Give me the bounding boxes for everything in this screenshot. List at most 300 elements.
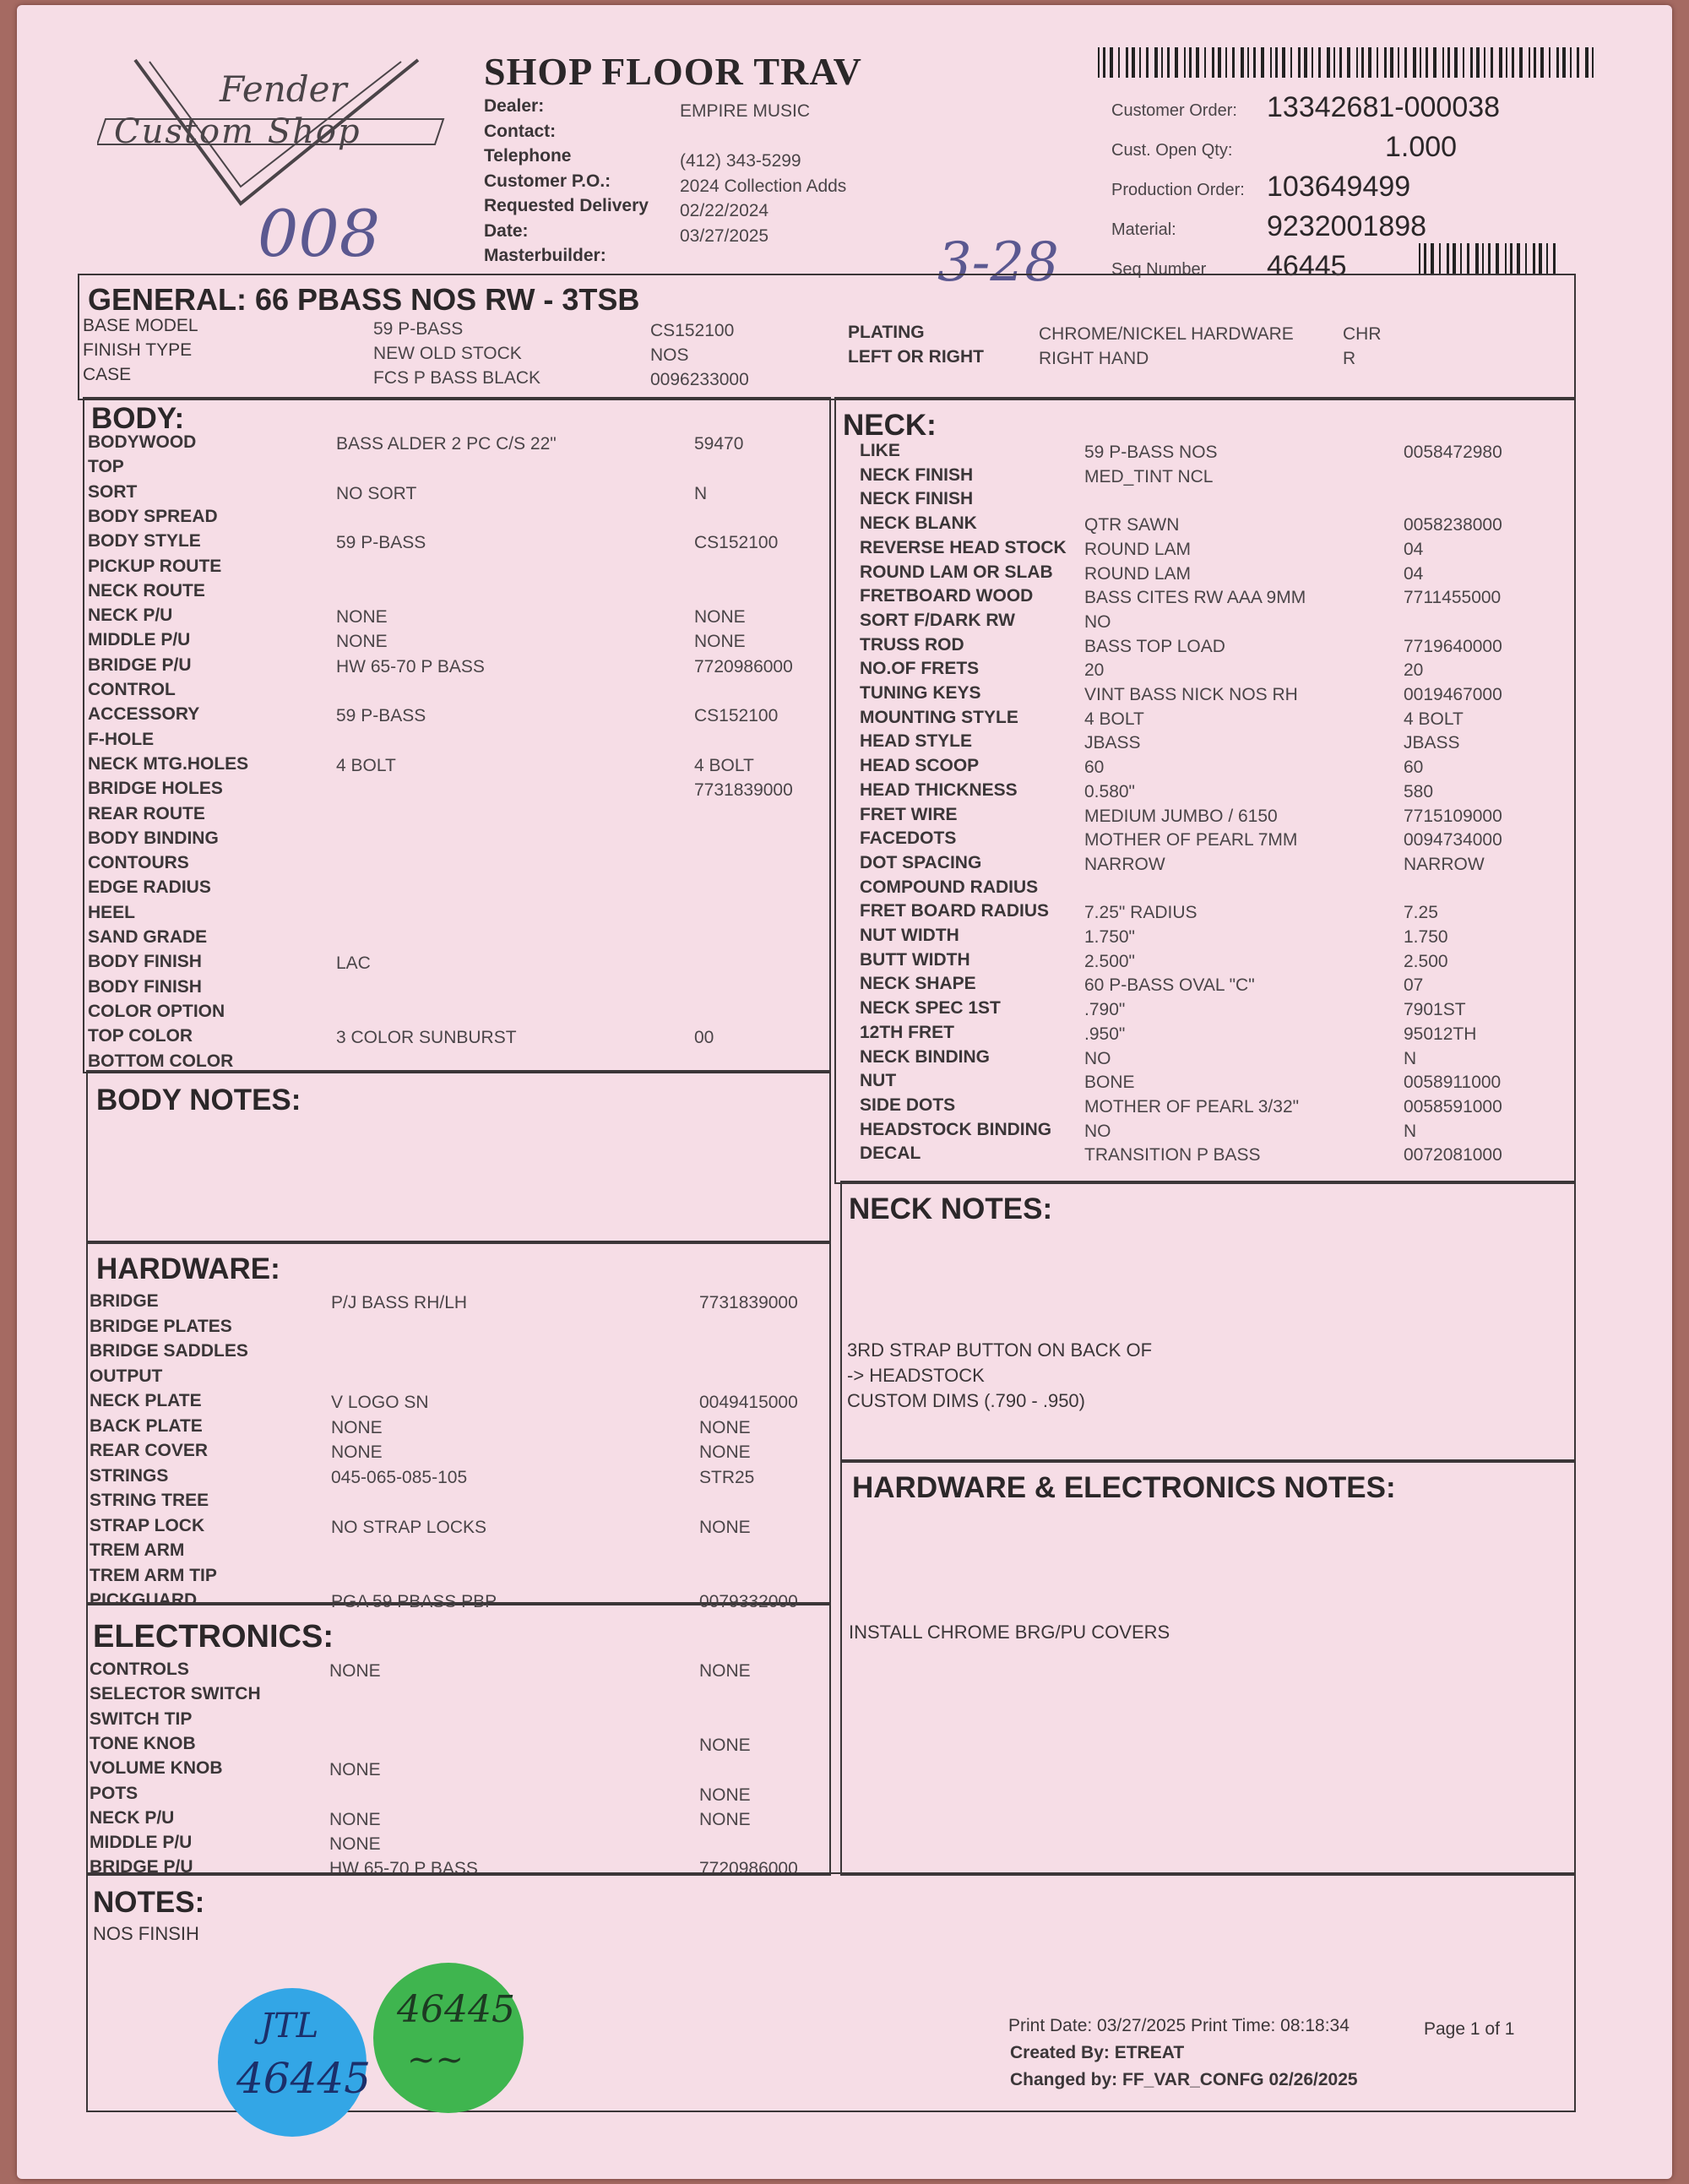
hardware-code: NONE [699, 1417, 751, 1437]
barcode-bar [1126, 47, 1128, 78]
body-value: NONE [336, 607, 388, 627]
barcode-bar [1517, 243, 1520, 275]
barcode-bar [1585, 47, 1589, 78]
body-label: NECK MTG.HOLES [88, 753, 249, 774]
sticker-mark: ~~ [407, 2040, 464, 2079]
barcode-bar [1110, 47, 1113, 78]
hardware-value: 045-065-085-105 [331, 1467, 468, 1487]
neck-label: SORT F/DARK RW [860, 610, 1015, 630]
hardware-code: 0049415000 [699, 1393, 798, 1412]
barcode-bar [1175, 47, 1178, 78]
body-label: COLOR OPTION [88, 1001, 225, 1021]
general-title: GENERAL: 66 PBASS NOS RW - 3TSB [88, 282, 640, 317]
barcode-bar [1384, 47, 1387, 78]
notes-text: NOS FINSIH [93, 1923, 199, 1944]
header-label: Contact: [484, 121, 557, 141]
header-value: (412) 343-5299 [680, 151, 801, 171]
hardware-value: V LOGO SN [331, 1393, 429, 1412]
hardware-label: NECK PLATE [90, 1391, 202, 1410]
neck-notes-section [840, 1181, 1576, 1463]
body-label: SORT [88, 481, 138, 502]
neck-note-line: -> HEADSTOCK [847, 1365, 985, 1386]
body-code: 00 [694, 1028, 714, 1048]
neck-note-line: 3RD STRAP BUTTON ON BACK OF [847, 1339, 1153, 1361]
electronics-value: NONE [329, 1834, 381, 1855]
barcode-bar [1132, 47, 1135, 78]
barcode-bar [1484, 47, 1485, 78]
hardware-title: HARDWARE: [96, 1252, 280, 1285]
barcode-bar [1562, 47, 1566, 78]
barcode-bar [1377, 47, 1378, 78]
hardware-label: BACK PLATE [90, 1415, 203, 1436]
barcode-bar [1298, 47, 1301, 78]
hardware-label: STRAP LOCK [90, 1515, 205, 1535]
body-label: CONTROL [88, 680, 176, 699]
hw-notes-title: HARDWARE & ELECTRONICS NOTES: [852, 1471, 1396, 1504]
neck-code: 2.500 [1404, 951, 1448, 971]
electronics-label: CONTROLS [90, 1660, 189, 1679]
body-value: 3 COLOR SUNBURST [336, 1028, 517, 1048]
body-code: N [694, 483, 708, 503]
neck-value: VINT BASS NICK NOS RH [1084, 685, 1298, 704]
neck-label: ROUND LAM OR SLAB [860, 562, 1053, 582]
electronics-label: BRIDGE P/U [90, 1857, 193, 1877]
neck-value: BASS CITES RW AAA 9MM [1084, 588, 1306, 608]
barcode-bar [1556, 47, 1559, 78]
barcode-bar [1447, 243, 1449, 275]
neck-label: NECK BINDING [860, 1046, 991, 1067]
neck-label: MOUNTING STYLE [860, 707, 1018, 727]
barcode-bar [1419, 243, 1420, 275]
hardware-label: PICKGUARD [90, 1590, 198, 1610]
neck-code: 04 [1404, 539, 1424, 559]
electronics-label: VOLUME KNOB [90, 1758, 223, 1779]
body-value: NO SORT [336, 483, 417, 503]
hardware-label: TREM ARM TIP [90, 1565, 217, 1585]
neck-code: 7719640000 [1404, 636, 1502, 656]
neck-label: TRUSS ROD [860, 634, 964, 655]
electronics-code: NONE [699, 1661, 751, 1681]
barcode-bar [1347, 47, 1350, 78]
barcode-bar [1356, 47, 1358, 78]
electronics-code: 7720986000 [699, 1859, 798, 1879]
electronics-value: NONE [329, 1760, 381, 1780]
header-value: 2024 Collection Adds [680, 176, 847, 196]
hardware-label: OUTPUT [90, 1366, 163, 1386]
body-section [83, 397, 831, 1073]
body-label: BOTTOM COLOR [88, 1051, 234, 1071]
hw-notes-section [840, 1459, 1576, 1876]
neck-label: FACEDOTS [860, 829, 957, 849]
neck-value: NO [1084, 1121, 1111, 1141]
neck-code: 4 BOLT [1404, 709, 1464, 729]
neck-code: 95012TH [1404, 1024, 1477, 1044]
electronics-title: ELECTRONICS: [93, 1619, 334, 1654]
neck-value: MED_TINT NCL [1084, 466, 1214, 486]
neck-value: 20 [1084, 660, 1105, 681]
barcode-bar [1247, 47, 1249, 78]
barcode-bar [1512, 47, 1514, 78]
header-label: Date: [484, 220, 529, 241]
blue-sticker [218, 1988, 372, 2137]
barcode-bar [1553, 243, 1556, 275]
barcode-bar [1398, 47, 1399, 78]
neck-label: NECK FINISH [860, 489, 974, 509]
print-info: Print Date: 03/27/2025 Print Time: 08:18:34 [1008, 2016, 1350, 2035]
barcode-bar [1333, 47, 1335, 78]
barcode-bar [1404, 47, 1407, 78]
neck-label: TUNING KEYS [860, 683, 981, 703]
neck-label: NECK SHAPE [860, 974, 976, 994]
neck-title: NECK: [843, 409, 937, 442]
hardware-label: STRINGS [90, 1465, 169, 1486]
electronics-label: POTS [90, 1783, 138, 1803]
neck-code: 7.25 [1404, 903, 1438, 923]
neck-value: 2.500" [1084, 951, 1136, 971]
handwritten-number: 008 [258, 196, 381, 271]
barcode-bar [1154, 47, 1158, 78]
barcode-bar [1447, 47, 1450, 78]
neck-label: FRET WIRE [860, 804, 958, 824]
neck-label: COMPOUND RADIUS [860, 877, 1039, 897]
neck-label: 12TH FRET [860, 1022, 955, 1042]
neck-value: 59 P-BASS NOS [1084, 443, 1218, 462]
neck-value: TRANSITION P BASS [1084, 1145, 1261, 1165]
neck-value: MEDIUM JUMBO / 6150 [1084, 806, 1278, 826]
barcode-bar [1476, 47, 1480, 78]
barcode-bar [1488, 243, 1491, 275]
body-label: CONTOURS [88, 853, 189, 873]
general-code: CS152100 [650, 321, 735, 340]
barcode-bar [1460, 243, 1462, 275]
traveler-sheet [17, 5, 1672, 2179]
electronics-value: NONE [329, 1661, 381, 1681]
neck-code: 0019467000 [1404, 685, 1502, 704]
barcode-bar [1368, 47, 1371, 78]
barcode-bar [1499, 47, 1502, 78]
electronics-label: MIDDLE P/U [90, 1833, 193, 1853]
body-label: TOP COLOR [88, 1026, 193, 1046]
barcode-bar [1533, 243, 1535, 275]
neck-value: .950" [1084, 1024, 1126, 1044]
barcode-seq [1419, 243, 1561, 275]
electronics-label: SELECTOR SWITCH [90, 1684, 261, 1704]
neck-code: 60 [1404, 758, 1424, 778]
header-label: Requested Delivery [484, 196, 649, 215]
neck-label: DOT SPACING [860, 852, 982, 872]
neck-code: 0058591000 [1404, 1096, 1502, 1116]
header-label: Telephone [484, 146, 572, 166]
body-notes-section [86, 1070, 831, 1244]
barcode-bar [1519, 47, 1523, 78]
electronics-section [86, 1602, 831, 1879]
barcode-bar [1510, 243, 1512, 275]
body-value: NONE [336, 632, 388, 652]
barcode-bar [1529, 47, 1530, 78]
header-label: Dealer: [484, 96, 545, 116]
neck-code: 7715109000 [1404, 806, 1502, 826]
barcode-bar [1506, 47, 1507, 78]
neck-value: BASS TOP LOAD [1084, 636, 1225, 656]
changed-by: Changed by: FF_VAR_CONFG 02/26/2025 [1010, 2070, 1358, 2089]
electronics-label: SWITCH TIP [90, 1709, 193, 1729]
sticker-number: 46445 [236, 2054, 372, 2103]
barcode-bar [1420, 47, 1421, 78]
neck-label: FRETBOARD WOOD [860, 586, 1034, 606]
hardware-code: NONE [699, 1517, 751, 1537]
electronics-value: NONE [329, 1809, 381, 1829]
hardware-label: BRIDGE SADDLES [90, 1341, 248, 1361]
hardware-label: BRIDGE [90, 1291, 159, 1311]
neck-code: 0094734000 [1404, 830, 1502, 850]
hardware-label: TREM ARM [90, 1540, 185, 1560]
hardware-code: 0079332000 [699, 1592, 798, 1611]
neck-code: 0058238000 [1404, 515, 1502, 535]
body-label: NECK P/U [88, 606, 173, 626]
barcode-bar [1390, 47, 1393, 78]
neck-code: N [1404, 1048, 1417, 1068]
order-label: Production Order: [1111, 181, 1245, 199]
general-value: NEW OLD STOCK [373, 344, 522, 363]
body-label: REAR ROUTE [88, 803, 205, 823]
barcode-bar [1454, 47, 1458, 78]
header-value: EMPIRE MUSIC [680, 101, 811, 121]
body-code: 4 BOLT [694, 755, 754, 775]
neck-label: HEAD STYLE [860, 731, 973, 752]
neck-code: 0072081000 [1404, 1145, 1502, 1165]
neck-code: 07 [1404, 975, 1424, 996]
neck-value: NO [1084, 611, 1111, 632]
barcode-bar [1496, 243, 1499, 275]
neck-label: HEAD THICKNESS [860, 780, 1018, 800]
body-label: BODY FINISH [88, 976, 202, 997]
neck-label: HEAD SCOOP [860, 756, 980, 776]
neck-value: BONE [1084, 1073, 1135, 1093]
general-code: R [1343, 349, 1356, 368]
body-label: F-HOLE [88, 729, 155, 749]
hw-note-line: INSTALL CHROME BRG/PU COVERS [849, 1622, 1170, 1643]
neck-note-line: CUSTOM DIMS (.790 - .950) [847, 1390, 1085, 1411]
barcode-bar [1139, 47, 1141, 78]
barcode-bar [1118, 47, 1120, 78]
neck-label: DECAL [860, 1144, 921, 1164]
neck-code: 580 [1404, 781, 1434, 801]
body-label: BODY SPREAD [88, 506, 218, 526]
hardware-value: PGA 59 PBASS PBP [331, 1592, 497, 1611]
neck-value: 60 [1084, 758, 1105, 778]
order-value: 1.000 [1385, 131, 1458, 163]
barcode-bar [1275, 47, 1278, 78]
neck-value: ROUND LAM [1084, 539, 1192, 559]
barcode-bar [1546, 243, 1548, 275]
hardware-code: STR25 [699, 1467, 755, 1487]
neck-code: NARROW [1404, 854, 1485, 874]
barcode-bar [1290, 47, 1292, 78]
body-value: LAC [336, 953, 371, 974]
sticker-number: 46445 [397, 1988, 515, 2031]
barcode-bar [1592, 47, 1594, 78]
neck-value: MOTHER OF PEARL 7MM [1084, 830, 1298, 850]
barcode-bar [1261, 47, 1264, 78]
order-value: 46445 [1267, 250, 1347, 282]
body-label: BRIDGE P/U [88, 655, 192, 675]
barcode-bar [1463, 47, 1464, 78]
body-code: 59470 [694, 434, 744, 454]
electronics-code: NONE [699, 1809, 751, 1829]
general-section [78, 274, 1576, 400]
barcode-bar [1439, 243, 1441, 275]
order-label: Cust. Open Qty: [1111, 141, 1233, 160]
barcode-bar [1453, 243, 1456, 275]
neck-value: ROUND LAM [1084, 563, 1192, 584]
body-label: TOP [88, 457, 124, 477]
general-value: FCS P BASS BLACK [373, 368, 541, 388]
electronics-code: NONE [699, 1735, 751, 1755]
body-value: 59 P-BASS [336, 706, 426, 726]
body-value: HW 65-70 P BASS [336, 656, 485, 676]
neck-value: NO [1084, 1048, 1111, 1068]
barcode-bar [1098, 47, 1100, 78]
body-value: 4 BOLT [336, 755, 396, 775]
barcode-bar [1431, 243, 1434, 275]
neck-label: REVERSE HEAD STOCK [860, 537, 1067, 557]
body-label: BODY STYLE [88, 531, 201, 551]
hardware-label: BRIDGE PLATES [90, 1316, 232, 1336]
neck-label: NUT WIDTH [860, 926, 959, 945]
neck-code: 0058911000 [1404, 1073, 1502, 1093]
body-code: NONE [694, 632, 746, 652]
barcode-bar [1103, 47, 1105, 78]
body-label: EDGE RADIUS [88, 877, 211, 898]
general-code: NOS [650, 345, 689, 365]
order-value: 103649499 [1267, 171, 1411, 203]
neck-value: .790" [1084, 1000, 1126, 1020]
body-title: BODY: [91, 402, 185, 435]
header-label: Customer P.O.: [484, 171, 611, 191]
body-value: BASS ALDER 2 PC C/S 22" [336, 434, 557, 454]
neck-label: LIKE [860, 441, 900, 460]
barcode-bar [1212, 47, 1214, 78]
electronics-label: TONE KNOB [90, 1733, 196, 1753]
barcode-bar [1491, 47, 1493, 78]
electronics-label: NECK P/U [90, 1807, 175, 1828]
general-label: FINISH TYPE [83, 340, 193, 360]
hardware-label: REAR COVER [90, 1441, 209, 1460]
barcode-bar [1282, 47, 1285, 78]
neck-label: NECK BLANK [860, 513, 977, 534]
neck-code: 1.750 [1404, 927, 1448, 947]
fender-wordmark: Fender [220, 68, 347, 110]
general-label: BASE MODEL [83, 316, 198, 335]
barcode-bar [1361, 47, 1364, 78]
barcode-bar [1327, 47, 1330, 78]
general-value: CHROME/NICKEL HARDWARE [1039, 324, 1294, 344]
barcode-bar [1482, 243, 1484, 275]
barcode-bar [1467, 243, 1469, 275]
barcode-bar [1146, 47, 1149, 78]
general-code: 0096233000 [650, 370, 749, 389]
barcode-bar [1426, 47, 1428, 78]
barcode-bar [1304, 47, 1307, 78]
barcode-bar [1525, 243, 1527, 275]
barcode-bar [1241, 47, 1244, 78]
neck-code: 0058472980 [1404, 443, 1502, 462]
neck-label: NUT [860, 1071, 897, 1091]
neck-value: QTR SAWN [1084, 515, 1180, 535]
barcode-bar [1218, 47, 1221, 78]
neck-label: SIDE DOTS [860, 1095, 956, 1115]
neck-label: NO.OF FRETS [860, 659, 980, 679]
neck-code: 7711455000 [1404, 588, 1502, 608]
barcode-bar [1167, 47, 1170, 78]
hardware-value: P/J BASS RH/LH [331, 1293, 468, 1312]
order-label: Material: [1111, 220, 1176, 239]
body-label: BODYWOOD [88, 432, 197, 452]
body-label: ACCESSORY [88, 704, 200, 725]
header-value: 03/27/2025 [680, 225, 769, 246]
hardware-section [86, 1241, 831, 1611]
electronics-value: HW 65-70 P BASS [329, 1859, 478, 1879]
neck-value: 1.750" [1084, 927, 1136, 947]
barcode-bar [1196, 47, 1199, 78]
neck-value: MOTHER OF PEARL 3/32" [1084, 1096, 1300, 1116]
barcode-bar [1312, 47, 1313, 78]
barcode-bar [1505, 243, 1507, 275]
order-value: 13342681-000038 [1267, 91, 1501, 123]
order-label: Customer Order: [1111, 101, 1237, 120]
neck-value: JBASS [1084, 733, 1141, 753]
page-indicator: Page 1 of 1 [1424, 2019, 1515, 2039]
hardware-code: 7731839000 [699, 1293, 798, 1312]
handwritten-signature: 3-28 [937, 231, 1059, 294]
neck-notes-title: NECK NOTES: [849, 1193, 1053, 1225]
barcode-bar [1225, 47, 1227, 78]
barcode-bar [1339, 47, 1342, 78]
barcode-bar [1204, 47, 1206, 78]
barcode-bar [1270, 47, 1272, 78]
neck-value: 0.580" [1084, 781, 1136, 801]
body-label: BODY BINDING [88, 828, 219, 848]
barcode-bar [1318, 47, 1321, 78]
hardware-code: NONE [699, 1442, 751, 1462]
general-label: CASE [83, 365, 132, 384]
sticker-initials: JTL [260, 2007, 319, 2045]
barcode-bar [1184, 47, 1186, 78]
general-value: 59 P-BASS [373, 319, 464, 339]
hardware-value: NONE [331, 1442, 383, 1462]
body-code: CS152100 [694, 533, 779, 553]
body-label: SAND GRADE [88, 927, 208, 947]
custom-shop-wordmark: Custom Shop [114, 112, 361, 151]
page-title: SHOP FLOOR TRAV [484, 50, 862, 93]
body-code: NONE [694, 607, 746, 627]
barcode-bar [1424, 243, 1426, 275]
body-label: NECK ROUTE [88, 580, 205, 600]
order-label: Seq Number [1111, 260, 1207, 279]
body-value: 59 P-BASS [336, 533, 426, 553]
body-notes-title: BODY NOTES: [96, 1084, 301, 1116]
created-by: Created By: ETREAT [1010, 2043, 1185, 2062]
notes-title: NOTES: [93, 1886, 205, 1919]
barcode-bar [1189, 47, 1192, 78]
barcode-bar [1549, 47, 1551, 78]
neck-label: HEADSTOCK BINDING [860, 1119, 1052, 1139]
neck-label: BUTT WIDTH [860, 949, 970, 970]
general-label: LEFT OR RIGHT [848, 347, 984, 367]
barcode-top [1098, 47, 1598, 78]
barcode-bar [1161, 47, 1163, 78]
neck-code: 04 [1404, 563, 1424, 584]
